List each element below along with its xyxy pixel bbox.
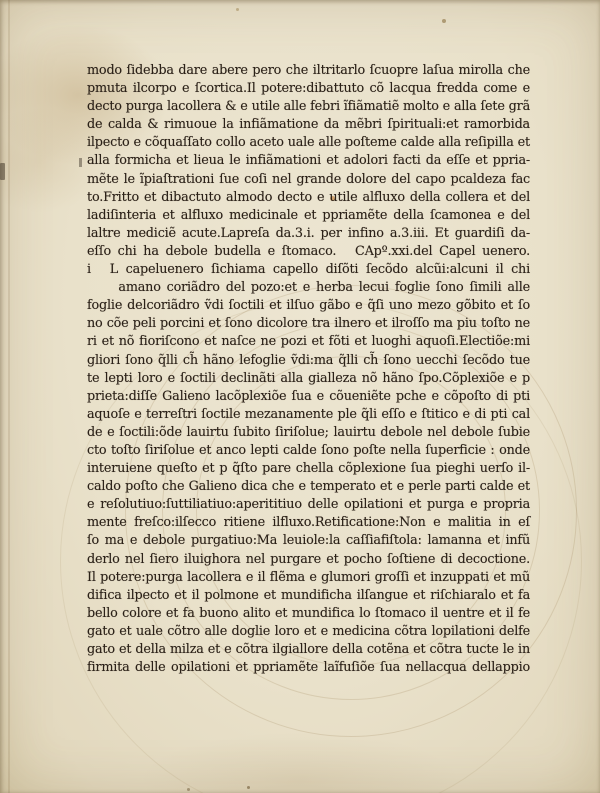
text-line: ri et nõ fioriſcono et naſce ne pozi et fõti et luoghi aquoſi.Electiõe:mi bbox=[87, 334, 530, 350]
text-line: i L capeluenero ſichiama capello diſõti ſecõdo alcũi:alcuni il chi bbox=[87, 262, 530, 278]
text-line: bello colore et fa buono alito et mundifica lo ſtomaco il uentre et il fe bbox=[87, 605, 530, 621]
text-line: amano coriãdro del pozo:et e herba lecui foglie ſono ſimili alle bbox=[87, 280, 530, 296]
foxing-speck bbox=[442, 19, 446, 23]
text-line: decto purga lacollera & e utile alle febri ĩfiãmatiẽ molto e alla ſete grã bbox=[87, 99, 530, 115]
text-line: eſſo chi ha debole budella e ſtomaco. CApº.xxi.del Capel uenero. bbox=[87, 243, 530, 259]
text-line: te lepti loro e ſoctili declinãti alla gialleza nõ hãno ſpo.Cõplexiõe e p bbox=[87, 370, 530, 386]
text-line: ſo ma e debole purgatiuo:Ma leuiole:la caſſiafiſtola: lamanna et infũ bbox=[87, 533, 530, 549]
text-line: e reſolutiuo:ſuttiliatiuo:aperititiuo delle opilationi et purga e propria bbox=[87, 497, 530, 513]
text-line: gato et uale cõtro alle doglie loro et e medicina cõtra lopilationi delfe bbox=[87, 623, 530, 639]
text-line: pmuta ilcorpo e ſcortica.Il potere:dibattuto cõ lacqua fredda come e bbox=[87, 81, 530, 97]
ink-mark-margin bbox=[79, 158, 82, 167]
text-line: modo ſidebba dare abere pero che iltritarlo ſcuopre laſua mirolla che bbox=[87, 63, 530, 78]
text-line: derlo nel ſiero iluighora nel purgare et pocho ſoſtiene di decoctione. bbox=[87, 551, 530, 567]
text-line: mẽte le ĩpiaſtrationi ſue coſi nel grande dolore del capo pcaldeza fac bbox=[87, 171, 530, 187]
text-line: de calda & rimuoue la infiãmatione da mẽbri ſpirituali:et ramorbida bbox=[87, 117, 530, 133]
text-line: aquoſe e terreſtri ſoctile mezanamente ple q̃li eſſo e ſtitico e di pti cal bbox=[87, 406, 530, 422]
ink-mark-left-edge bbox=[0, 163, 5, 180]
text-line: Il potere:purga lacollera e il flẽma e glumori groſſi et inzuppati et mũ bbox=[87, 569, 530, 585]
text-line: prieta:diſſe Galieno lacõplexiõe ſua e cõueniẽte pche e cõpoſto di pti bbox=[87, 388, 530, 404]
text-line: cto toſto ſiriſolue et anco lepti calde ſono poſte nella ſuperficie : onde bbox=[87, 442, 530, 458]
foxing-speck bbox=[236, 8, 239, 11]
text-line: firmita delle opilationi et ppriamẽte laĩfuſiõe ſua nellacqua dellappio bbox=[87, 660, 530, 676]
text-line: ilpecto e cõquaſſato collo aceto uale alle poſteme calde alla reſipilla et bbox=[87, 135, 530, 151]
text-line: gato et della milza et e cõtra ilgiallore della cotẽna et cõtra tucte le in bbox=[87, 642, 530, 657]
text-line: de e ſoctili:õde lauirtu ſubito ſiriſolue; lauirtu debole nel debole ſubie bbox=[87, 424, 530, 440]
text-line: alla formicha et lieua le infiãmationi et adolori facti da eſſe et ppria‐ bbox=[87, 153, 530, 169]
foxing-speck bbox=[247, 786, 250, 789]
text-line: laltre mediciẽ acute.Lapreſa da.3.i. per infino a.3.iii. Et guardiſi da‐ bbox=[87, 225, 530, 241]
text-block bbox=[87, 62, 530, 677]
text-line: to.Fritto et dibactuto almodo decto e utile alfluxo della collera et del bbox=[87, 189, 530, 205]
page-edge-crease bbox=[8, 0, 10, 793]
text-line: gliori ſono q̃lli ch̃ hãno lefoglie ṽdi:ma q̃lli ch̃ ſono uecchi ſecõdo tue bbox=[87, 352, 530, 368]
text-line: ladiſinteria et alfluxo medicinale et ppriamẽte della ſcamonea e del bbox=[87, 207, 530, 223]
text-line: caldo poſto che Galieno dica che e temperato et e perle parti calde et bbox=[87, 479, 530, 495]
text-line: no cõe peli porcini et ſono dicolore tra ilnero et ilroſſo ma piu toſto ne bbox=[87, 316, 530, 332]
text-line: mente freſco:ilſecco ritiene ilfluxo.Retificatione:Non e malitia in eſ bbox=[87, 515, 530, 531]
foxing-speck bbox=[187, 788, 190, 791]
text-line: difica ilpecto et il polmone et mundificha ilſangue et riſchiaralo et fa bbox=[87, 587, 530, 603]
text-line: interuiene queſto et p q̃ſto pare chella cõplexione ſua pieghi uerſo il‐ bbox=[87, 461, 530, 477]
text-line: foglie delcoriãdro ṽdi ſoctili et ilſuo gãbo e q̃ſi uno mezo gõbito et ſo bbox=[87, 298, 530, 314]
